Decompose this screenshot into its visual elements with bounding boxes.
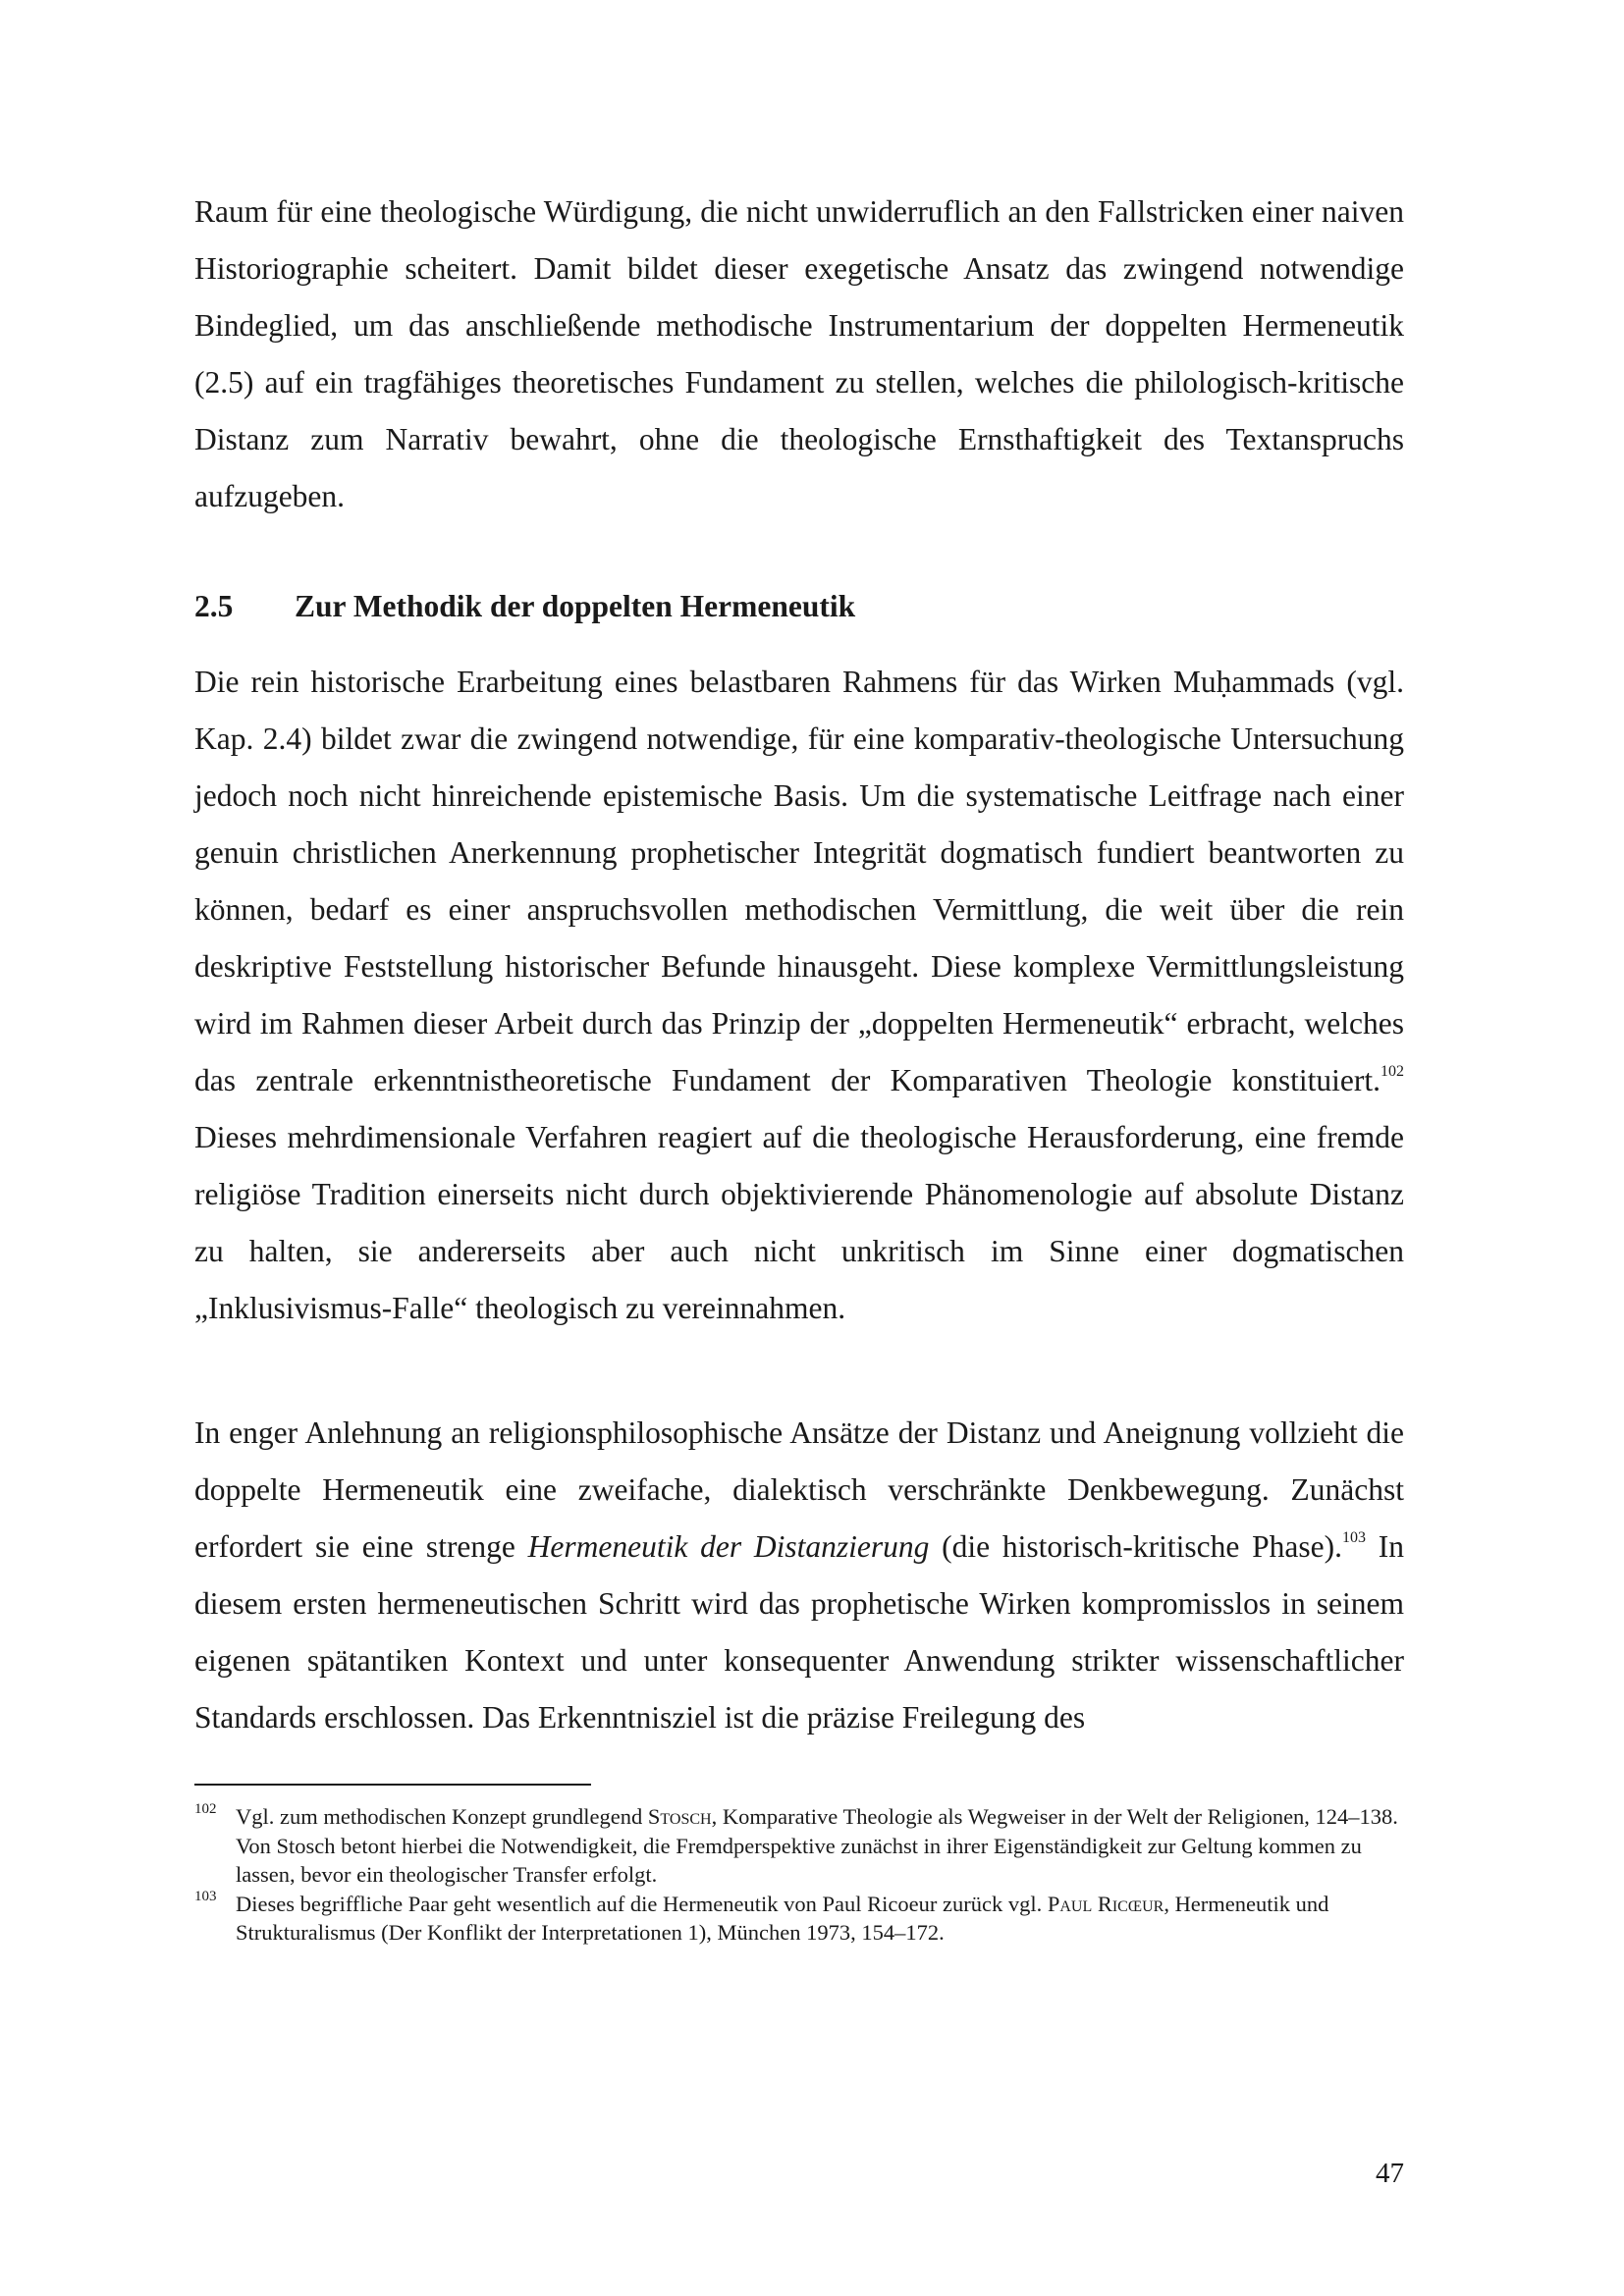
emphasis-term: Hermeneutik der Distanzierung <box>527 1529 930 1564</box>
footnote-text: , Komparative Theologie als Wegweiser in der Welt der Religionen, 124–138. Von Stosch betont hierbei die Notwendigkeit, die Fremdperspektive zunächst in ihrer Eigenständigkeit zur Geltung kommen zu lassen, bevor ein theologischer Transfer erfolgt. <box>236 1804 1398 1887</box>
footnote-separator <box>194 1784 591 1786</box>
footnote-author: Paul Ricœur <box>1047 1891 1164 1916</box>
footnote-number: 102 <box>194 1801 217 1817</box>
footnote-reference-103[interactable]: 103 <box>1342 1529 1366 1546</box>
section-number: 2.5 <box>194 589 234 623</box>
section-title: Zur Methodik der doppelten Hermeneutik <box>295 589 856 623</box>
paragraph-text: (die historisch-kritische Phase). <box>929 1529 1342 1564</box>
paragraph-text: In diesem ersten hermeneutischen Schritt wird das prophetische Wirken kompromisslos in seinem eigenen spätantiken Kontext und unter konsequenter Anwendung strikter wissenschaftlicher Standards erschlossen. Das Erkenntnisziel ist die präzise Freilegung des <box>194 1529 1405 1735</box>
footnote-103 <box>194 1890 1404 1948</box>
footnote-author: Stosch <box>647 1804 712 1829</box>
footnote-102 <box>194 1802 1404 1890</box>
section-heading <box>194 578 1404 635</box>
paragraph-text: Die rein historische Erarbeitung eines belastbaren Rahmens für das Wirken Muḥammads (vgl. Kap. 2.4) bildet zwar die zwingend notwendige, für eine komparativ-theologische Untersuchung jedoch noch nicht hinreichende epistemische Basis. Um die systematische Leitfrage nach einer genuin christlichen Anerkennung prophetischer Integrität dogmatisch fundiert beantworten zu können, bedarf es einer anspruchsvollen methodischen Vermittlung, die weit über die rein deskriptive Feststellung historischer Befunde hinausgeht. Diese komplexe Vermittlungsleistung wird im Rahmen dieser Arbeit durch das Prinzip der „doppelten Hermeneutik“ erbracht, welches das zentrale erkenntnistheoretische Fundament der Komparativen Theologie konstituiert. <box>194 665 1404 1097</box>
paragraph-method-intro <box>194 654 1404 1337</box>
footnote-text: Dieses begriffliche Paar geht wesentlich auf die Hermeneutik von Paul Ricoeur zurück vgl. <box>236 1891 1048 1916</box>
footnote-text: , Hermeneutik und Strukturalismus (Der Konflikt der Interpretationen 1), München 1973, 154–172. <box>236 1891 1329 1945</box>
page-number: 47 <box>1376 2158 1404 2189</box>
paragraph-double-hermeneutics <box>194 1405 1404 1746</box>
paragraph-text: Dieses mehrdimensionale Verfahren reagiert auf die theologische Herausforderung, eine fremde religiöse Tradition einerseits nicht durch objektivierende Phänomenologie auf absolute Distanz zu halten, sie andererseits aber auch nicht unkritisch im Sinne einer dogmatischen „Inklusivismus-Falle“ theologisch zu vereinnahmen. <box>194 1120 1404 1325</box>
paragraph-text: In enger Anlehnung an religionsphilosophische Ansätze der Distanz und Aneignung vollzieht die doppelte Hermeneutik eine zweifache, dialektisch verschränkte Denkbewegung. Zunächst erfordert sie eine strenge <box>194 1415 1404 1564</box>
footnotes <box>194 1802 1404 1948</box>
paragraph-continuation: Raum für eine theologische Würdigung, die nicht unwiderruflich an den Fallstricken einer naiven Historiographie scheitert. Damit bildet dieser exegetische Ansatz das zwingend notwendige Bindeglied, um das anschließende methodische Instrumentarium der doppelten Hermeneutik (2.5) auf ein tragfähiges theoretisches Fundament zu stellen, welches die philologisch-kritische Distanz zum Narrativ bewahrt, ohne die theologische Ernsthaftigkeit des Textanspruchs aufzugeben. <box>194 194 1404 513</box>
footnote-text: Vgl. zum methodischen Konzept grundlegend <box>236 1804 648 1829</box>
footnote-number: 103 <box>194 1888 217 1904</box>
footnote-reference-102[interactable]: 102 <box>1380 1063 1404 1080</box>
